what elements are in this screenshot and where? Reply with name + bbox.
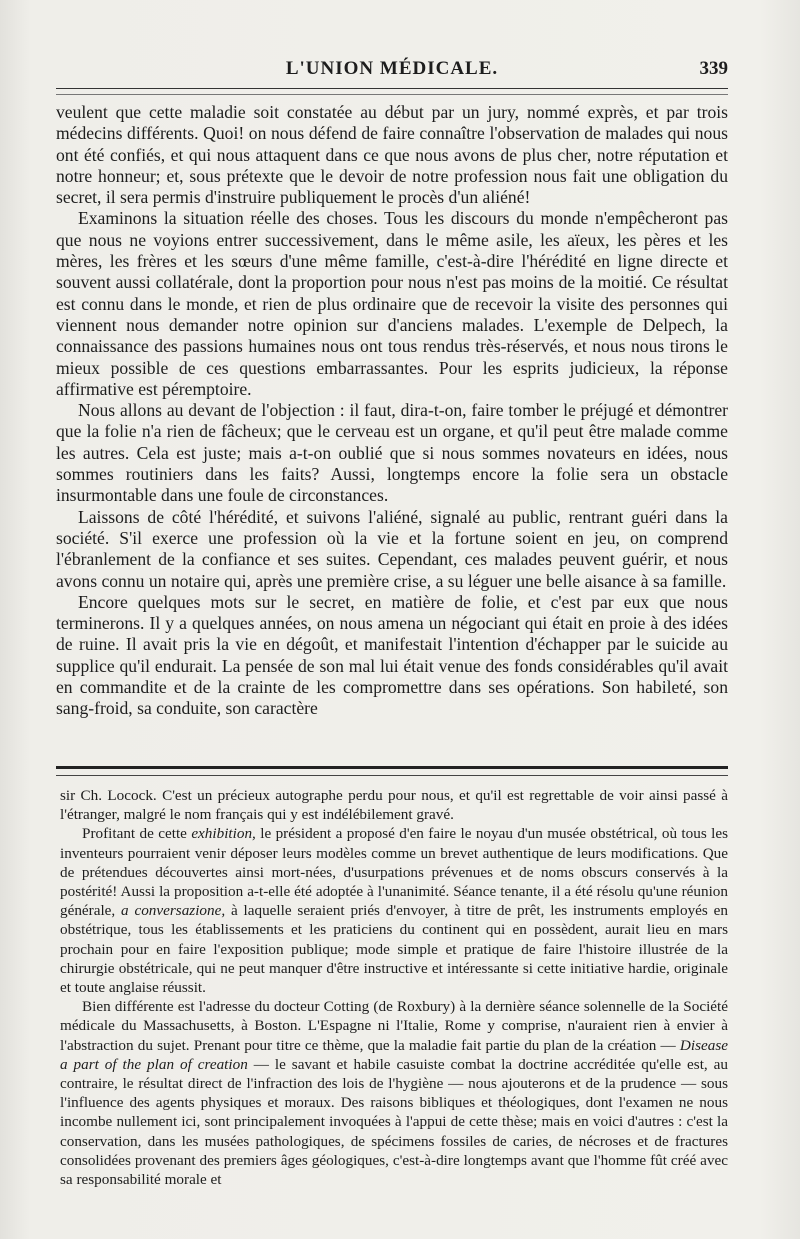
header-rule-thin (56, 94, 728, 95)
running-title: L'UNION MÉDICALE. (285, 58, 499, 79)
paragraph: Examinons la situation réelle des choses. Tous les discours du monde n'empêcheront pas que nous ne voyions entrer successivement, dans le même asile, les aïeux, les pères et les mères, les frères et les sœurs d'une même famille, c'est-à-dire l'hérédité en ligne directe et souvent aussi collatérale, dont la proportion pour nous n'est pas moins de la moitié. Ce résultat est connu dans le monde, et rien de plus ordinaire que de recevoir la visite des personnes qui viennent nous demander notre opinion sur d'anciens malades. L'exemple de Delpech, la connaissance des passions humaines nous ont tous rendus très-réservés, et nous nous tirons le mieux possible de ces questions embarrassantes. Pour les esprits judicieux, la réponse affirmative est péremptoire. (56, 208, 728, 399)
feuilleton-separator (56, 766, 728, 776)
page-number: 339 (699, 58, 728, 79)
note-emphasis: exhibition, (191, 825, 256, 843)
feuilleton-text (60, 786, 728, 1189)
paragraph: veulent que cette maladie soit constatée au début par un jury, nommé exprès, et par trois médecins différents. Quoi! on nous défend de faire connaître l'observation de malades qui nous ont été confiés, et qui nous attaquent dans ce que nous avons de plus cher, notre réputation et notre honneur; et, sous prétexte que le devoir de notre profession nous fait une obligation du secret, il sera permis d'instruire publiquement le procès d'un aliéné! (56, 102, 728, 208)
note-text: Profitant de cette (82, 825, 192, 843)
note-emphasis: Disease a part of the plan of creation (60, 1036, 728, 1073)
note-text: le président a proposé d'en faire le noyau d'un musée obstétrical, où tous les inventeurs pourraient venir déposer leurs modèles comme un brevet authentique de leurs modifications. Que de prétendues découvertes ainsi mort-nées, d'usurpations prévenues et de noms obscurs conservés à la postérité! Aussi la proposition a-t-elle été adoptée à l'unanimité. Séance tenante, il a été résolu qu'une réunion générale, (60, 825, 728, 920)
header-rule (56, 88, 728, 89)
main-text (56, 102, 728, 720)
note-paragraph (60, 997, 728, 1189)
note-text: à laquelle seraient priés d'envoyer, à titre de prêt, les instruments employés en obstétrique, tous les établissements et les praticiens du continent qui en possèdent, aurait lieu en mars prochain pour en faire l'exposition publique; mode simple et pratique de faire l'histoire illustrée de la chirurgie obstétricale, qui ne peut manquer d'être instructive et intéressante si cette initiative hardie, originale et toute anglaise réussit. (60, 902, 728, 997)
note-text: — le savant et habile casuiste combat la doctrine accréditée qu'elle est, au contraire, le résultat direct de l'infraction des lois de l'hygiène — nous ajouterons et de la prudence — sous l'influence des agents physiques et moraux. Des raisons bibliques et théologiques, dont l'examen ne nous incombe nullement ici, sont principalement invoquées à l'appui de cette thèse; mais en voici d'autres : c'est la conservation, dans les musées pathologiques, de spécimens fossiles de caries, de nécroses et de fractures consolidées provenant des premiers âges géologiques, c'est-à-dire longtemps avant que l'homme fût créé avec sa responsabilité morale et (60, 1055, 728, 1189)
paragraph: Nous allons au devant de l'objection : il faut, dira-t-on, faire tomber le préjugé et démontrer que la folie n'a rien de fâcheux; que le cerveau est un organe, et qu'il peut être malade comme les autres. Cela est juste; mais a-t-on oublié que si nous sommes novateurs en idées, nous sommes routiniers dans les faits? Aussi, longtemps encore la folie sera un obstacle insurmontable dans une foule de circonstances. (56, 400, 728, 506)
note-emphasis: a conversazione, (121, 902, 226, 920)
paragraph: Encore quelques mots sur le secret, en matière de folie, et c'est par eux que nous terminerons. Il y a quelques années, on nous amena un négociant qui était en proie à des idées de ruine. Il avait pris la vie en dégoût, et manifestait l'intention d'échapper par le suicide au supplice qu'il endurait. La pensée de son mal lui était venue des fonds considérables qu'il avait en commandite et de la crainte de les compromettre dans ses opérations. Son habileté, son sang-froid, sa conduite, son caractère (56, 591, 728, 719)
note-paragraph (60, 824, 728, 997)
page-header (56, 58, 728, 84)
note-paragraph: sir Ch. Locock. C'est un précieux autographe perdu pour nous, et qu'il est regrettable de voir ainsi passé à l'étranger, malgré le nom français qui y est indélébilement gravé. (60, 787, 728, 824)
note-text: Bien différente est l'adresse du docteur Cotting (de Roxbury) à la dernière séance solennelle de la Société médicale du Massachusetts, à Boston. L'Espagne ni l'Italie, Rome y comprise, n'auraient rien à envier à l'abstraction du sujet. Prenant pour titre ce thème, que la maladie fait partie du plan de la création — (60, 998, 728, 1054)
paragraph: Laissons de côté l'hérédité, et suivons l'aliéné, signalé au public, rentrant guéri dans la société. S'il exerce une profession où la vie et la fortune soient en jeu, on comprend l'ébranlement de la confiance et ses suites. Cependant, ces malades peuvent guérir, et nous avons connu un notaire qui, après une première crise, a su léguer une belle aisance à sa famille. (56, 506, 728, 591)
